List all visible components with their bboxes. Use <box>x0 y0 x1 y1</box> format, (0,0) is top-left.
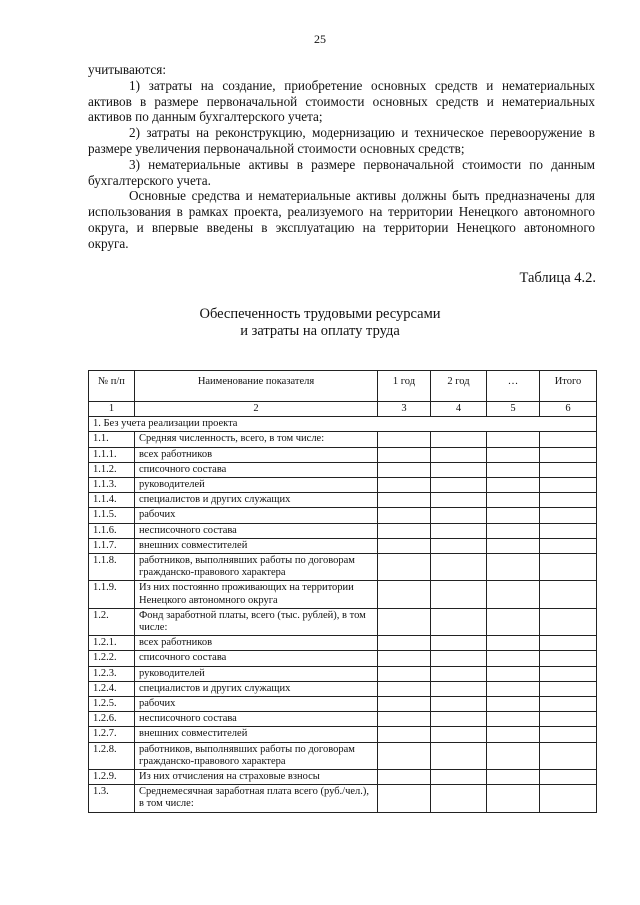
row-value-cell <box>431 697 487 712</box>
col-number: 4 <box>431 402 487 417</box>
row-value-cell <box>487 651 540 666</box>
row-value-cell <box>378 462 431 477</box>
table-header-row <box>89 371 597 402</box>
row-value-cell <box>487 447 540 462</box>
row-value-cell <box>431 712 487 727</box>
row-value-cell <box>431 636 487 651</box>
table-row <box>89 681 597 696</box>
row-number: 1.1.3. <box>89 478 135 493</box>
col-number: 3 <box>378 402 431 417</box>
row-value-cell <box>487 742 540 769</box>
row-value-cell <box>378 581 431 608</box>
col-number: 2 <box>135 402 378 417</box>
row-value-cell <box>378 770 431 785</box>
table-row <box>89 523 597 538</box>
paragraph: 3) нематериальные активы в размере первоначальной стоимости по данным бухгалтерского учета. <box>88 156 595 188</box>
row-value-cell <box>431 508 487 523</box>
table-title <box>0 306 640 340</box>
row-value-cell <box>378 432 431 447</box>
row-value-cell <box>487 508 540 523</box>
row-indicator-name: всех работников <box>135 636 378 651</box>
row-number: 1.2. <box>89 608 135 635</box>
row-value-cell <box>378 478 431 493</box>
row-indicator-name: Из них отчисления на страховые взносы <box>135 770 378 785</box>
row-number: 1.2.3. <box>89 666 135 681</box>
table-caption: Таблица 4.2. <box>519 270 596 286</box>
table-row <box>89 432 597 447</box>
row-value-cell <box>540 581 597 608</box>
row-indicator-name: работников, выполнявших работы по договорам гражданско-правового характера <box>135 742 378 769</box>
row-value-cell <box>540 493 597 508</box>
row-indicator-name: внешних совместителей <box>135 727 378 742</box>
row-value-cell <box>540 727 597 742</box>
row-value-cell <box>378 712 431 727</box>
row-value-cell <box>540 770 597 785</box>
table-title-line1: Обеспеченность трудовыми ресурсами <box>199 306 441 322</box>
row-indicator-name: списочного состава <box>135 462 378 477</box>
table-row <box>89 636 597 651</box>
row-value-cell <box>378 523 431 538</box>
table-row <box>89 666 597 681</box>
row-number: 1.1.9. <box>89 581 135 608</box>
paragraph: 2) затраты на реконструкцию, модернизацию и техническое перевооружение в размере увеличения первоначальной стоимости основных средств; <box>88 125 595 156</box>
row-value-cell <box>431 681 487 696</box>
row-value-cell <box>540 508 597 523</box>
row-value-cell <box>540 432 597 447</box>
row-value-cell <box>540 523 597 538</box>
col-number: 6 <box>540 402 597 417</box>
row-value-cell <box>540 681 597 696</box>
row-value-cell <box>431 785 487 812</box>
row-value-cell <box>378 681 431 696</box>
row-indicator-name: руководителей <box>135 666 378 681</box>
header-name: Наименование показателя <box>135 371 378 402</box>
row-number: 1.2.1. <box>89 636 135 651</box>
row-value-cell <box>378 785 431 812</box>
row-value-cell <box>378 493 431 508</box>
page-number: 25 <box>314 32 326 46</box>
row-value-cell <box>431 651 487 666</box>
table-row <box>89 581 597 608</box>
row-value-cell <box>487 697 540 712</box>
header-num: № п/п <box>89 371 135 402</box>
row-value-cell <box>431 493 487 508</box>
row-number: 1.1.1. <box>89 447 135 462</box>
row-indicator-name: внешних совместителей <box>135 538 378 553</box>
row-value-cell <box>540 538 597 553</box>
row-number: 1.2.7. <box>89 727 135 742</box>
row-indicator-name: несписочного состава <box>135 712 378 727</box>
row-value-cell <box>431 727 487 742</box>
col-number: 5 <box>487 402 540 417</box>
col-number: 1 <box>89 402 135 417</box>
row-value-cell <box>378 636 431 651</box>
row-value-cell <box>378 742 431 769</box>
row-value-cell <box>378 538 431 553</box>
row-value-cell <box>378 666 431 681</box>
row-value-cell <box>431 462 487 477</box>
row-value-cell <box>487 554 540 581</box>
table-row <box>89 493 597 508</box>
row-value-cell <box>487 770 540 785</box>
header-ellipsis: … <box>487 371 540 402</box>
data-table <box>88 370 597 813</box>
row-value-cell <box>540 666 597 681</box>
row-value-cell <box>487 581 540 608</box>
table-row <box>89 462 597 477</box>
row-value-cell <box>540 697 597 712</box>
row-value-cell <box>487 666 540 681</box>
header-year1: 1 год <box>378 371 431 402</box>
row-indicator-name: всех работников <box>135 447 378 462</box>
row-indicator-name: несписочного состава <box>135 523 378 538</box>
row-value-cell <box>378 447 431 462</box>
row-value-cell <box>487 478 540 493</box>
table-body <box>89 432 597 812</box>
row-value-cell <box>378 651 431 666</box>
row-indicator-name: рабочих <box>135 508 378 523</box>
row-value-cell <box>540 651 597 666</box>
row-value-cell <box>487 538 540 553</box>
row-indicator-name: специалистов и других служащих <box>135 493 378 508</box>
row-indicator-name: списочного состава <box>135 651 378 666</box>
paragraph: учитываются: <box>88 62 166 77</box>
table-row <box>89 727 597 742</box>
row-number: 1.2.2. <box>89 651 135 666</box>
row-value-cell <box>540 478 597 493</box>
row-value-cell <box>378 508 431 523</box>
row-indicator-name: Фонд заработной платы, всего (тыс. рублей), в том числе: <box>135 608 378 635</box>
row-value-cell <box>431 742 487 769</box>
row-indicator-name: Средняя численность, всего, в том числе: <box>135 432 378 447</box>
row-number: 1.1.4. <box>89 493 135 508</box>
row-number: 1.2.9. <box>89 770 135 785</box>
section-row <box>89 417 597 432</box>
table-row <box>89 447 597 462</box>
row-number: 1.1.2. <box>89 462 135 477</box>
table-row <box>89 742 597 769</box>
row-value-cell <box>540 608 597 635</box>
row-value-cell <box>431 538 487 553</box>
row-value-cell <box>540 712 597 727</box>
row-indicator-name: рабочих <box>135 697 378 712</box>
row-value-cell <box>431 770 487 785</box>
header-year2: 2 год <box>431 371 487 402</box>
table-row <box>89 478 597 493</box>
row-value-cell <box>540 447 597 462</box>
row-value-cell <box>431 581 487 608</box>
row-value-cell <box>487 727 540 742</box>
table-row <box>89 651 597 666</box>
body-text <box>88 62 595 252</box>
row-number: 1.2.6. <box>89 712 135 727</box>
row-indicator-name: руководителей <box>135 478 378 493</box>
table-row <box>89 712 597 727</box>
row-number: 1.1.8. <box>89 554 135 581</box>
column-numbers-row <box>89 402 597 417</box>
row-value-cell <box>378 554 431 581</box>
section-title: 1. Без учета реализации проекта <box>89 417 597 432</box>
row-value-cell <box>487 681 540 696</box>
row-value-cell <box>378 727 431 742</box>
row-value-cell <box>540 785 597 812</box>
row-value-cell <box>431 432 487 447</box>
row-number: 1.1.7. <box>89 538 135 553</box>
row-number: 1.2.4. <box>89 681 135 696</box>
paragraph: Основные средства и нематериальные активы должны быть предназначены для использования в рамках проекта, реализуемого на территории Ненецкого автономного округа, и впервые введены в эксплуатацию на территории Ненецкого автономного округа. <box>88 188 595 251</box>
row-value-cell <box>431 608 487 635</box>
table-row <box>89 785 597 812</box>
table-row <box>89 538 597 553</box>
table-row <box>89 608 597 635</box>
header-total: Итого <box>540 371 597 402</box>
row-value-cell <box>487 432 540 447</box>
row-value-cell <box>540 554 597 581</box>
table-row <box>89 554 597 581</box>
row-value-cell <box>431 523 487 538</box>
row-number: 1.1.5. <box>89 508 135 523</box>
row-number: 1.1.6. <box>89 523 135 538</box>
row-value-cell <box>487 608 540 635</box>
row-value-cell <box>487 462 540 477</box>
row-number: 1.2.5. <box>89 697 135 712</box>
row-value-cell <box>487 785 540 812</box>
table-row <box>89 508 597 523</box>
table-row <box>89 697 597 712</box>
row-value-cell <box>487 636 540 651</box>
row-value-cell <box>431 447 487 462</box>
row-indicator-name: специалистов и других служащих <box>135 681 378 696</box>
row-indicator-name: работников, выполнявших работы по договорам гражданско-правового характера <box>135 554 378 581</box>
row-value-cell <box>487 493 540 508</box>
row-value-cell <box>431 478 487 493</box>
table-row <box>89 770 597 785</box>
row-indicator-name: Среднемесячная заработная плата всего (руб./чел.), в том числе: <box>135 785 378 812</box>
row-indicator-name: Из них постоянно проживающих на территории Ненецкого автономного округа <box>135 581 378 608</box>
row-number: 1.3. <box>89 785 135 812</box>
row-number: 1.2.8. <box>89 742 135 769</box>
row-number: 1.1. <box>89 432 135 447</box>
row-value-cell <box>431 666 487 681</box>
row-value-cell <box>431 554 487 581</box>
row-value-cell <box>540 462 597 477</box>
table-title-line2: и затраты на оплату труда <box>240 323 400 339</box>
row-value-cell <box>540 742 597 769</box>
row-value-cell <box>487 712 540 727</box>
row-value-cell <box>487 523 540 538</box>
row-value-cell <box>378 608 431 635</box>
row-value-cell <box>378 697 431 712</box>
paragraph: 1) затраты на создание, приобретение основных средств и нематериальных активов в размере первоначальной стоимости основных средств и нематериальных активов по данным бухгалтерского учета; <box>88 77 595 125</box>
row-value-cell <box>540 636 597 651</box>
